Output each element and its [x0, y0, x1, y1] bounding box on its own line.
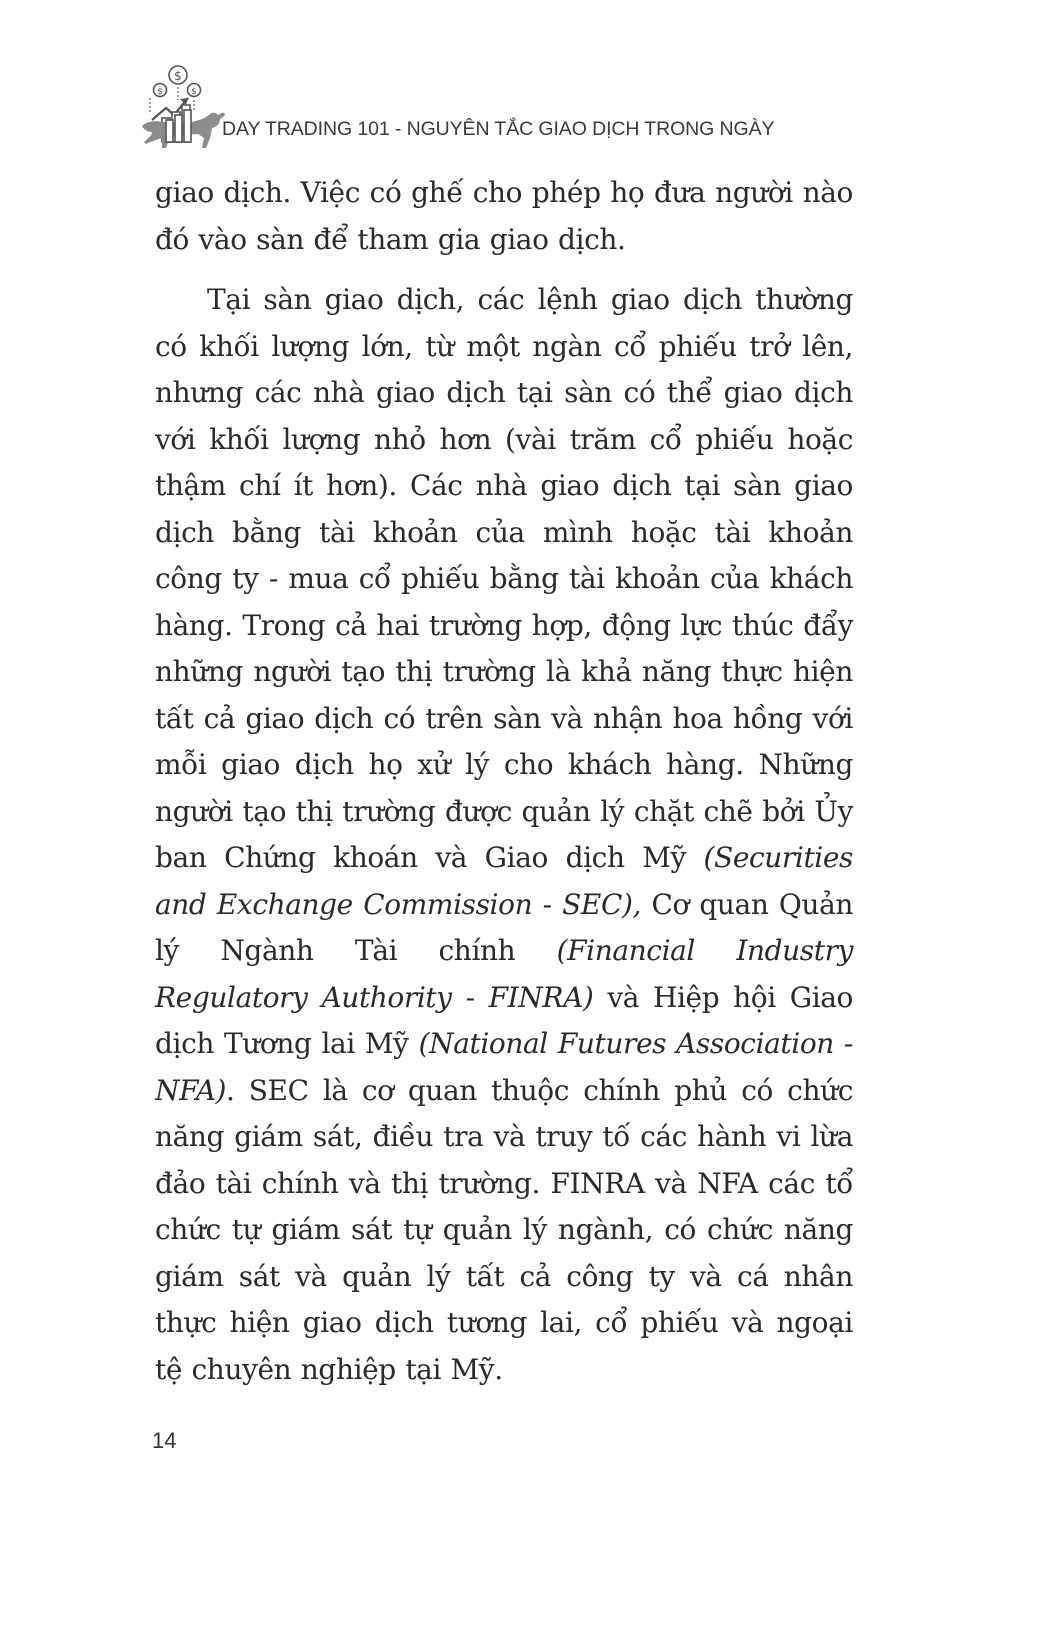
paragraph-text: Cơ quan Quản lý Ngành Tài chính	[155, 887, 853, 967]
header-title: DAY TRADING 101 - NGUYÊN TẮC GIAO DỊCH TRONG NGÀY	[222, 118, 775, 140]
page-number: 14	[152, 1428, 177, 1453]
coins-chart-bull-icon	[140, 60, 232, 156]
svg-text:$: $	[174, 69, 182, 83]
sec-term: (Securities and Exchange Commission - SEC),	[155, 841, 853, 921]
paragraph-text: Tại sàn giao dịch, các lệnh giao dịch thường có khối lượng lớn, từ một ngàn cổ phiếu trở lên, nhưng các nhà giao dịch tại sàn có thể giao dịch với khối lượng nhỏ hơn (vài trăm cổ phiếu hoặc thậm chí ít hơn). Các nhà giao dịch tại sàn giao dịch bằng tài khoản của mình hoặc tài khoản công ty - mua cổ phiếu bằng tài khoản của khách hàng. Trong cả hai trường hợp, động lực thúc đẩy những người tạo thị trường là khả năng thực hiện tất cả giao dịch có trên sàn và nhận hoa hồng với mỗi giao dịch họ xử lý cho khách hàng. Những người tạo thị trường được quản lý chặt chẽ bởi Ủy ban Chứng khoán và Giao dịch Mỹ	[155, 283, 853, 874]
page-body	[155, 170, 853, 1393]
paragraph-continued: giao dịch. Việc có ghế cho phép họ đưa người nào đó vào sàn để tham gia giao dịch.	[155, 176, 853, 256]
finra-term: (Financial Industry Regulatory Authority - FINRA)	[155, 934, 854, 1014]
paragraph-floor-trading	[155, 277, 853, 1393]
paragraph-text: và Hiệp hội Giao dịch Tương lai Mỹ	[155, 980, 853, 1060]
svg-text:$: $	[157, 87, 163, 97]
paragraph-text: . SEC là cơ quan thuộc chính phủ có chức năng giám sát, điều tra và truy tố các hành vi lừa đảo tài chính và thị trường. FINRA và NFA các tổ chức tự giám sát tự quản lý ngành, có chức năng giám sát và quản lý tất cả công ty và cá nhân thực hiện giao dịch tương lai, cổ phiếu và ngoại tệ chuyên nghiệp tại Mỹ.	[155, 1073, 853, 1386]
nfa-term: (National Futures Association - NFA)	[155, 1027, 853, 1107]
svg-text:$: $	[191, 87, 197, 97]
running-header	[140, 60, 940, 160]
